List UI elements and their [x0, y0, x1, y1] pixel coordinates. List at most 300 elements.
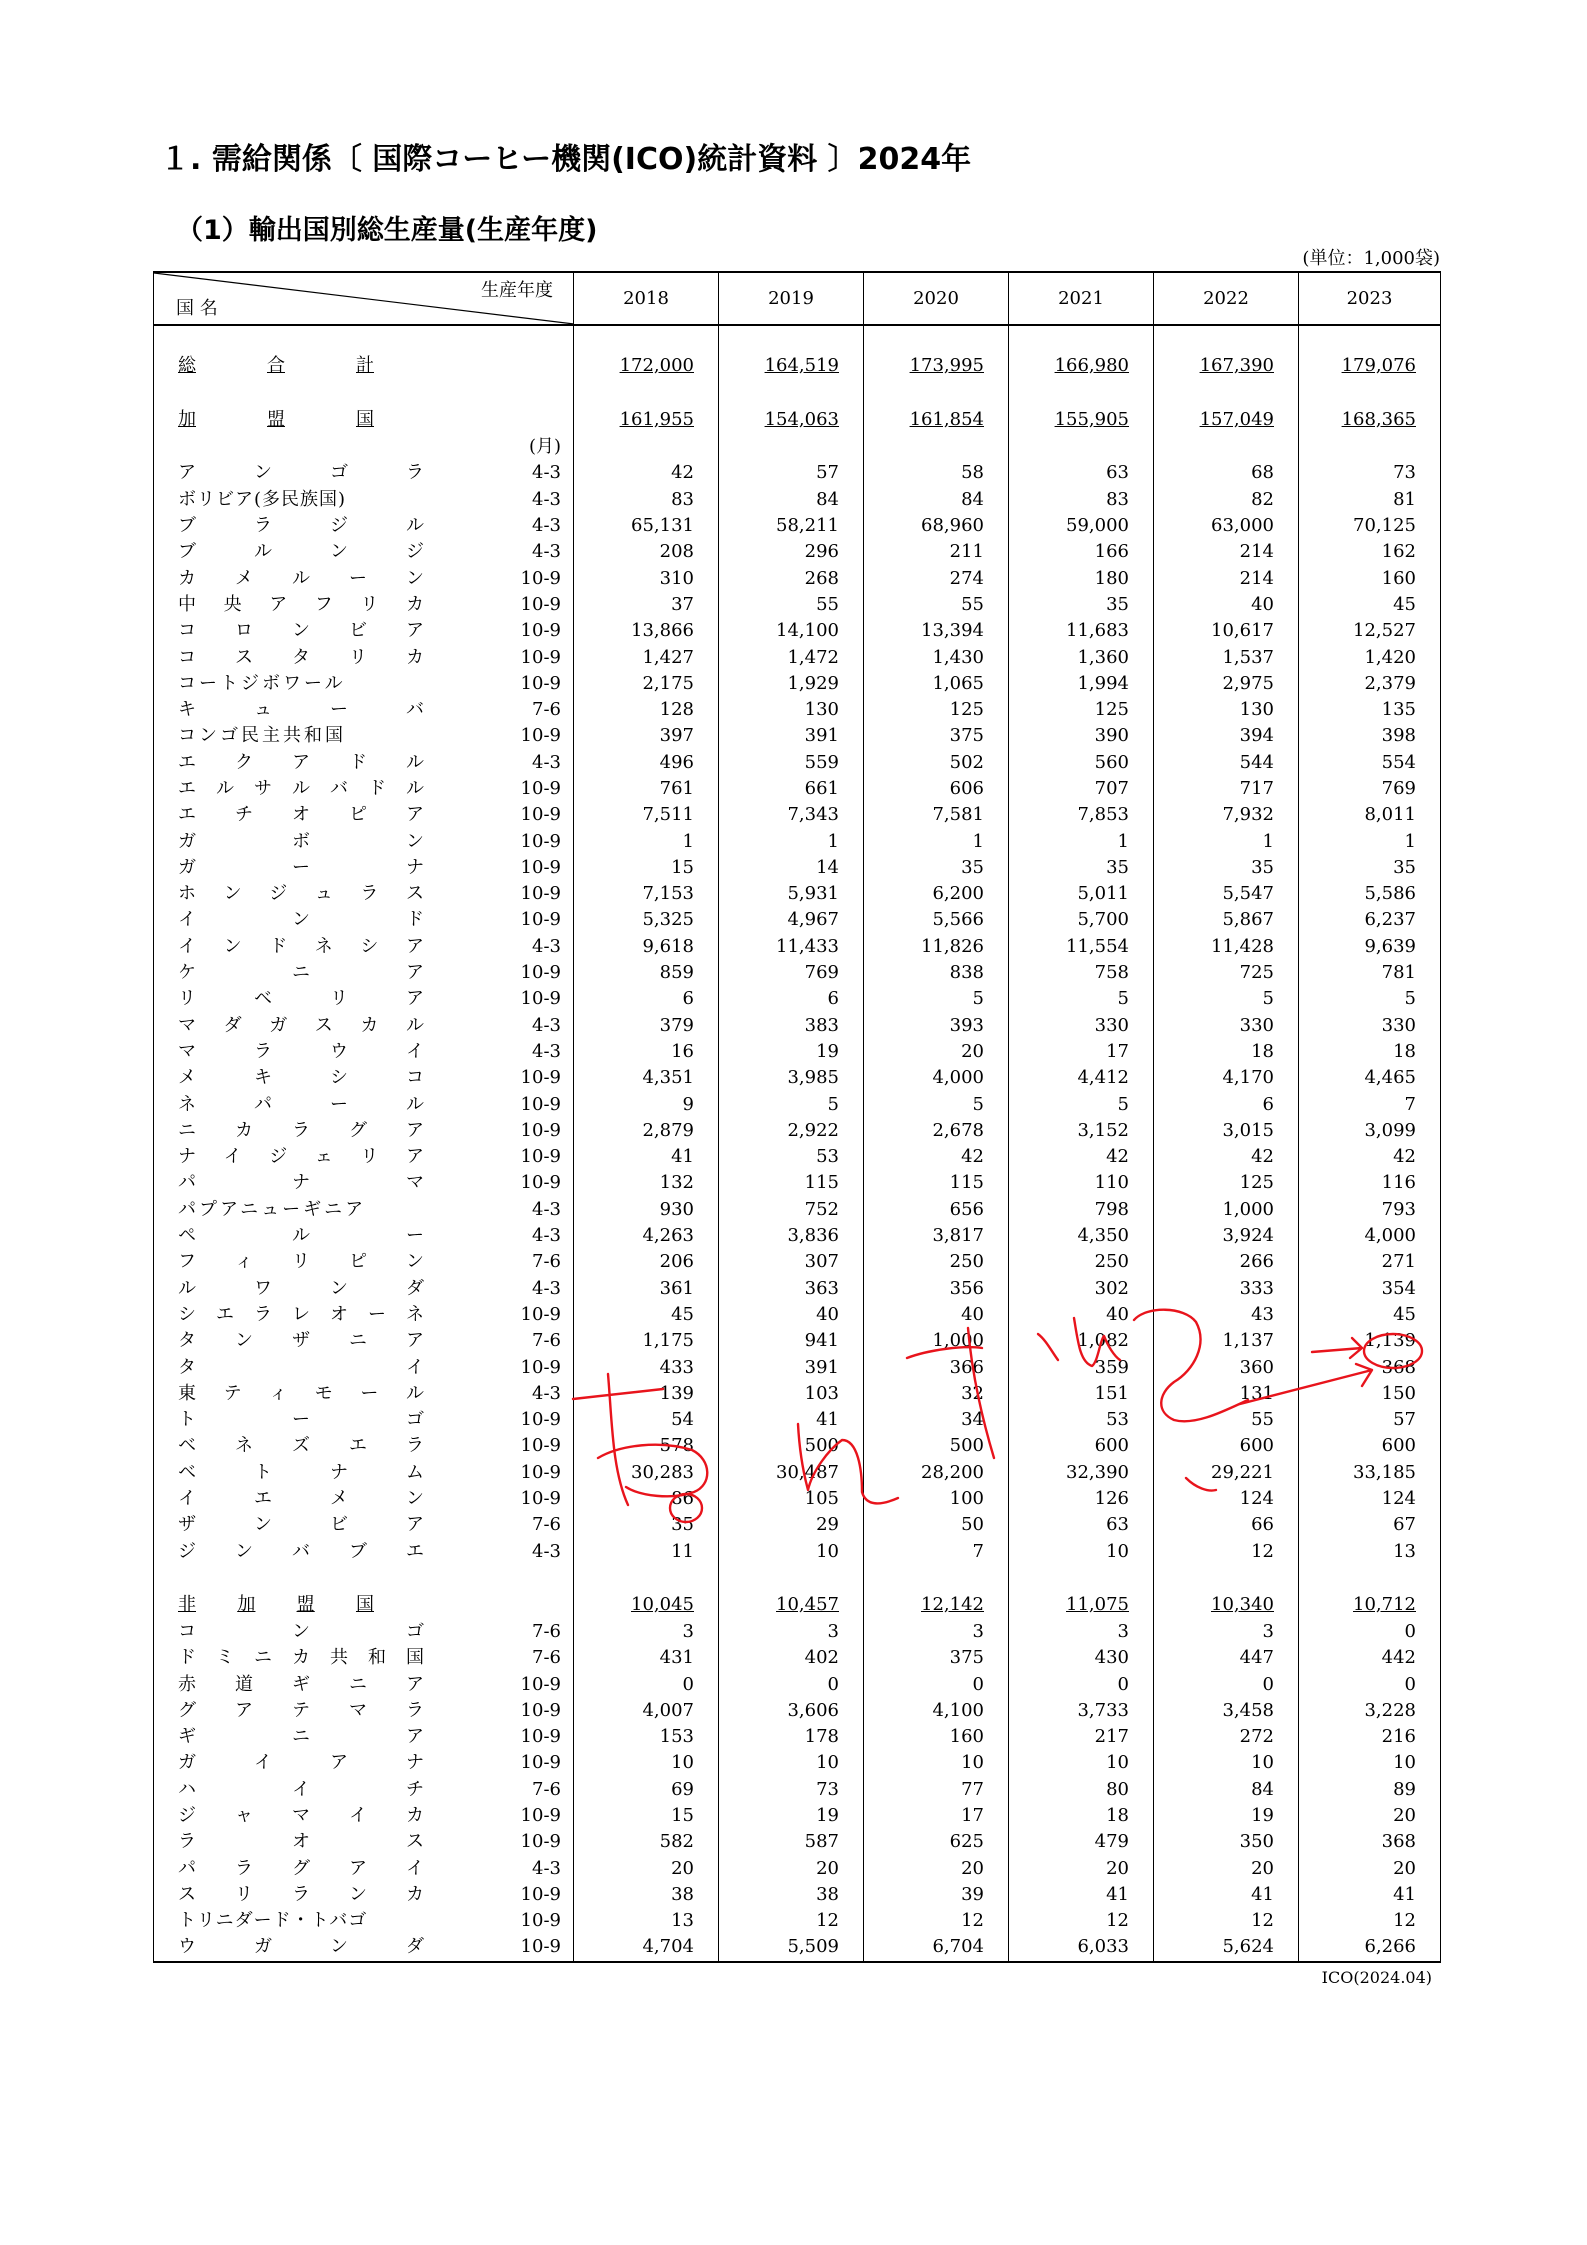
table-row [154, 644, 1441, 670]
table-row [154, 1065, 1441, 1091]
country-cell [154, 487, 574, 513]
total-label-text: 総 合 計 [178, 355, 374, 376]
production-value: 131 [1154, 1381, 1299, 1407]
production-value: 19 [1154, 1803, 1299, 1829]
country-cell [154, 565, 574, 591]
production-value: 55 [864, 592, 1009, 618]
production-value: 35 [864, 855, 1009, 881]
production-value: 578 [574, 1433, 719, 1459]
production-value: 35 [574, 1512, 719, 1538]
production-value: 14 [719, 855, 864, 881]
country-cell [154, 1223, 574, 1249]
production-value: 10 [574, 1750, 719, 1776]
total-label [154, 1591, 574, 1619]
production-value: 40 [1154, 592, 1299, 618]
production-value: 3,985 [719, 1065, 864, 1091]
production-value: 13 [1299, 1538, 1441, 1564]
production-value: 5 [864, 1091, 1009, 1117]
year-header: 2020 [864, 272, 1009, 325]
country-name: フ ィ リ ピ ン [178, 1251, 424, 1273]
table-row [154, 1486, 1441, 1512]
table-row [154, 565, 1441, 591]
crop-months: 10-9 [520, 646, 561, 668]
crop-months: 4-3 [532, 1857, 561, 1879]
crop-months: 4-3 [532, 1277, 561, 1299]
production-value: 41 [1299, 1882, 1441, 1908]
production-value: 559 [719, 750, 864, 776]
production-value: 1,430 [864, 644, 1009, 670]
production-value: 0 [1009, 1671, 1154, 1697]
production-value: 28,200 [864, 1460, 1009, 1486]
country-name: タ ン ザ ニ ア [178, 1330, 424, 1352]
country-name: ル ワ ン ダ [178, 1277, 424, 1299]
production-value: 11,554 [1009, 934, 1154, 960]
production-value: 100 [864, 1486, 1009, 1512]
table-row [154, 460, 1441, 486]
production-value: 206 [574, 1249, 719, 1275]
production-value: 35 [1009, 592, 1154, 618]
production-value: 1 [1299, 828, 1441, 854]
table-row [154, 697, 1441, 723]
production-value: 13 [574, 1908, 719, 1934]
country-name: ア ン ゴ ラ [178, 462, 424, 484]
production-value: 4,967 [719, 907, 864, 933]
production-value: 34 [864, 1407, 1009, 1433]
production-value: 2,175 [574, 671, 719, 697]
country-name: マ ラ ウ イ [178, 1040, 424, 1062]
production-value: 5,867 [1154, 907, 1299, 933]
crop-months: 4-3 [532, 515, 561, 537]
production-value: 600 [1009, 1433, 1154, 1459]
production-value: 4,170 [1154, 1065, 1299, 1091]
production-value: 368 [1299, 1829, 1441, 1855]
production-value: 4,351 [574, 1065, 719, 1091]
production-value: 105 [719, 1486, 864, 1512]
production-value: 5 [1154, 986, 1299, 1012]
production-value: 13,394 [864, 618, 1009, 644]
table-row [154, 1223, 1441, 1249]
spacer-cell [154, 1565, 574, 1591]
total-value [574, 406, 719, 434]
production-value: 330 [1299, 1013, 1441, 1039]
production-value: 216 [1299, 1724, 1441, 1750]
production-value: 582 [574, 1829, 719, 1855]
country-cell [154, 1829, 574, 1855]
production-value: 116 [1299, 1170, 1441, 1196]
production-value: 1,082 [1009, 1328, 1154, 1354]
country-cell [154, 1354, 574, 1380]
table-subtitle: （1）輸出国別総生産量(生産年度) [176, 215, 598, 246]
production-value: 6 [574, 986, 719, 1012]
total-value [719, 406, 864, 434]
production-value: 58,211 [719, 513, 864, 539]
production-value: 7,343 [719, 802, 864, 828]
table-row [154, 1777, 1441, 1803]
spacer-cell [574, 380, 719, 406]
production-value: 69 [574, 1777, 719, 1803]
total-value [1009, 352, 1154, 380]
total-value [1299, 352, 1441, 380]
production-value: 53 [719, 1144, 864, 1170]
production-value: 7,932 [1154, 802, 1299, 828]
country-cell [154, 1433, 574, 1459]
production-value: 29 [719, 1512, 864, 1538]
production-value: 9,618 [574, 934, 719, 960]
document-title: １. 需給関係〔 国際コーヒー機関(ICO)統計資料 〕2024年 [160, 142, 972, 177]
country-name: キ ュ ー バ [178, 699, 424, 721]
country-name: ベ ト ナ ム [178, 1461, 424, 1483]
production-value: 7,581 [864, 802, 1009, 828]
empty-cell [574, 434, 719, 460]
country-name: コートジボワール [178, 672, 346, 694]
total-value [1009, 1591, 1154, 1619]
production-value: 73 [1299, 460, 1441, 486]
spacer-cell [1009, 1565, 1154, 1591]
table-row [154, 1724, 1441, 1750]
country-cell [154, 1013, 574, 1039]
production-value: 725 [1154, 960, 1299, 986]
production-value: 391 [719, 1354, 864, 1380]
production-value: 115 [719, 1170, 864, 1196]
production-value: 160 [864, 1724, 1009, 1750]
country-name: ス リ ラ ン カ [178, 1883, 424, 1905]
production-value: 67 [1299, 1512, 1441, 1538]
production-value: 68 [1154, 460, 1299, 486]
production-value: 2,975 [1154, 671, 1299, 697]
production-value: 600 [1299, 1433, 1441, 1459]
country-name: ガ イ ア ナ [178, 1752, 424, 1774]
production-value: 14,100 [719, 618, 864, 644]
crop-months: 4-3 [532, 935, 561, 957]
production-value: 268 [719, 565, 864, 591]
production-value: 930 [574, 1197, 719, 1223]
production-value: 55 [719, 592, 864, 618]
country-name: シ エ ラ レ オ ー ネ [178, 1303, 424, 1325]
production-value: 178 [719, 1724, 864, 1750]
production-value: 10 [719, 1538, 864, 1564]
production-value: 717 [1154, 776, 1299, 802]
production-value: 7,853 [1009, 802, 1154, 828]
production-value: 307 [719, 1249, 864, 1275]
production-value: 752 [719, 1197, 864, 1223]
production-value: 5 [1009, 986, 1154, 1012]
table-row [154, 1197, 1441, 1223]
country-name: ナ イ ジ ェ リ ア [178, 1146, 424, 1168]
production-value: 2,379 [1299, 671, 1441, 697]
crop-months: 10-9 [520, 1752, 561, 1774]
production-value: 500 [719, 1433, 864, 1459]
production-value: 82 [1154, 487, 1299, 513]
country-cell [154, 1777, 574, 1803]
production-value: 430 [1009, 1645, 1154, 1671]
crop-months: 4-3 [532, 1225, 561, 1247]
total-value [1154, 352, 1299, 380]
production-value: 4,350 [1009, 1223, 1154, 1249]
production-value: 10 [1009, 1750, 1154, 1776]
spacer-row [154, 1565, 1441, 1591]
table-row [154, 907, 1441, 933]
crop-months: 10-9 [520, 909, 561, 931]
production-value: 63 [1009, 460, 1154, 486]
spacer-cell [719, 325, 864, 352]
production-value: 103 [719, 1381, 864, 1407]
production-value: 375 [864, 723, 1009, 749]
production-value: 33,185 [1299, 1460, 1441, 1486]
production-value: 4,100 [864, 1698, 1009, 1724]
production-value: 40 [719, 1302, 864, 1328]
production-value: 15 [574, 855, 719, 881]
production-value: 37 [574, 592, 719, 618]
production-value: 2,922 [719, 1118, 864, 1144]
spacer-cell [1154, 1565, 1299, 1591]
production-value: 40 [1009, 1302, 1154, 1328]
total-value [864, 406, 1009, 434]
production-value: 55 [1154, 1407, 1299, 1433]
country-name: トリニダード・トバゴ [178, 1910, 368, 1932]
total-value-text: 157,049 [1199, 409, 1274, 430]
country-cell [154, 1882, 574, 1908]
production-value: 3,817 [864, 1223, 1009, 1249]
spacer-cell [1299, 325, 1441, 352]
country-cell [154, 1407, 574, 1433]
country-cell [154, 1803, 574, 1829]
production-value: 781 [1299, 960, 1441, 986]
production-value: 330 [1154, 1013, 1299, 1039]
production-value: 20 [1299, 1855, 1441, 1881]
table-row [154, 1170, 1441, 1196]
spacer-row [154, 380, 1441, 406]
production-value: 4,263 [574, 1223, 719, 1249]
country-name: ハ イ チ [178, 1778, 424, 1800]
country-cell [154, 618, 574, 644]
production-value: 941 [719, 1328, 864, 1354]
empty-cell [1154, 434, 1299, 460]
crop-months: 4-3 [532, 751, 561, 773]
country-name: エ チ オ ピ ア [178, 804, 424, 826]
country-name: ニ カ ラ グ ア [178, 1119, 424, 1141]
total-value [1299, 1591, 1441, 1619]
table-row [154, 1118, 1441, 1144]
country-cell [154, 1538, 574, 1564]
production-value: 45 [1299, 592, 1441, 618]
production-value: 38 [719, 1882, 864, 1908]
production-value: 5,547 [1154, 881, 1299, 907]
country-name: ホ ン ジ ュ ラ ス [178, 883, 424, 905]
production-value: 68,960 [864, 513, 1009, 539]
production-value: 394 [1154, 723, 1299, 749]
production-value: 3,228 [1299, 1698, 1441, 1724]
production-value: 50 [864, 1512, 1009, 1538]
total-value [719, 1591, 864, 1619]
total-value-text: 10,457 [776, 1593, 839, 1615]
total-value-text: 161,955 [619, 409, 694, 430]
production-table [153, 271, 1441, 1963]
production-value: 4,000 [864, 1065, 1009, 1091]
production-value: 0 [864, 1671, 1009, 1697]
production-value: 30,487 [719, 1460, 864, 1486]
crop-months: 10-9 [520, 1910, 561, 1932]
production-value: 12 [1299, 1908, 1441, 1934]
year-header: 2022 [1154, 272, 1299, 325]
table-body [154, 325, 1441, 1962]
crop-months: 4-3 [532, 1198, 561, 1220]
source-note: ICO(2024.04) [1321, 1968, 1432, 1987]
production-value: 57 [1299, 1407, 1441, 1433]
production-value: 132 [574, 1170, 719, 1196]
country-cell [154, 1619, 574, 1645]
table-row [154, 776, 1441, 802]
crop-months: 7-6 [532, 699, 561, 721]
production-value: 5 [1009, 1091, 1154, 1117]
production-value: 73 [719, 1777, 864, 1803]
production-value: 1,360 [1009, 644, 1154, 670]
production-value: 366 [864, 1354, 1009, 1380]
total-value-text: 10,712 [1353, 1593, 1416, 1615]
crop-months: 10-9 [520, 883, 561, 905]
table-row [154, 1276, 1441, 1302]
production-value: 180 [1009, 565, 1154, 591]
production-value: 12 [719, 1908, 864, 1934]
production-value: 625 [864, 1829, 1009, 1855]
production-value: 707 [1009, 776, 1154, 802]
spacer-cell [1009, 325, 1154, 352]
production-value: 125 [1009, 697, 1154, 723]
total-label [154, 406, 574, 434]
country-name: ド ミ ニ カ 共 和 国 [178, 1647, 424, 1669]
total-value [864, 1591, 1009, 1619]
spacer-cell [574, 325, 719, 352]
production-value: 363 [719, 1276, 864, 1302]
country-cell [154, 1197, 574, 1223]
production-value: 9 [574, 1091, 719, 1117]
production-value: 43 [1154, 1302, 1299, 1328]
production-value: 150 [1299, 1381, 1441, 1407]
production-value: 20 [1299, 1803, 1441, 1829]
production-value: 354 [1299, 1276, 1441, 1302]
year-header: 2019 [719, 272, 864, 325]
crop-months: 10-9 [520, 1461, 561, 1483]
production-value: 70,125 [1299, 513, 1441, 539]
crop-months: 10-9 [520, 567, 561, 589]
year-header: 2023 [1299, 272, 1441, 325]
total-label-text: 非 加 盟 国 [178, 1593, 374, 1615]
total-value-text: 179,076 [1341, 355, 1416, 376]
year-header: 2018 [574, 272, 719, 325]
production-value: 84 [864, 487, 1009, 513]
production-value: 433 [574, 1354, 719, 1380]
crop-months: 7-6 [532, 1647, 561, 1669]
country-name: カ メ ル ー ン [178, 567, 424, 589]
crop-months: 10-9 [520, 1172, 561, 1194]
production-value: 1,065 [864, 671, 1009, 697]
country-name: ブ ル ン ジ [178, 541, 424, 563]
country-cell [154, 934, 574, 960]
country-name: エ ル サ ル バ ド ル [178, 778, 424, 799]
production-value: 41 [1154, 1882, 1299, 1908]
table-row [154, 1433, 1441, 1459]
production-value: 5,700 [1009, 907, 1154, 933]
production-value: 4,704 [574, 1934, 719, 1961]
production-value: 41 [719, 1407, 864, 1433]
total-value-text: 10,340 [1211, 1593, 1274, 1615]
production-value: 402 [719, 1645, 864, 1671]
crop-months: 10-9 [520, 962, 561, 984]
production-value: 359 [1009, 1354, 1154, 1380]
production-value: 10 [864, 1750, 1009, 1776]
production-value: 59,000 [1009, 513, 1154, 539]
production-value: 208 [574, 539, 719, 565]
crop-months: 4-3 [532, 541, 561, 563]
production-value: 40 [864, 1302, 1009, 1328]
country-cell [154, 1486, 574, 1512]
production-value: 63 [1009, 1512, 1154, 1538]
production-value: 500 [864, 1433, 1009, 1459]
production-value: 57 [719, 460, 864, 486]
production-value: 1,472 [719, 644, 864, 670]
production-value: 6,033 [1009, 1934, 1154, 1961]
empty-cell [864, 434, 1009, 460]
production-value: 761 [574, 776, 719, 802]
crop-months: 10-9 [520, 1409, 561, 1431]
country-cell [154, 1908, 574, 1934]
crop-months: 10-9 [520, 1673, 561, 1695]
country-cell [154, 1065, 574, 1091]
production-value: 1,000 [864, 1328, 1009, 1354]
country-name: ベ ネ ズ エ ラ [178, 1435, 424, 1457]
spacer-cell [864, 1565, 1009, 1591]
production-value: 3,733 [1009, 1698, 1154, 1724]
production-value: 7,511 [574, 802, 719, 828]
country-cell [154, 1328, 574, 1354]
production-value: 130 [719, 697, 864, 723]
table-row [154, 1645, 1441, 1671]
production-value: 3,606 [719, 1698, 864, 1724]
production-value: 45 [1299, 1302, 1441, 1328]
production-value: 18 [1299, 1039, 1441, 1065]
production-value: 54 [574, 1407, 719, 1433]
table-row [154, 750, 1441, 776]
production-value: 41 [1009, 1882, 1154, 1908]
table-row [154, 1039, 1441, 1065]
table-row [154, 671, 1441, 697]
country-name: ジ ン バ ブ エ [178, 1540, 424, 1562]
crop-months: 10-9 [520, 1067, 561, 1089]
country-name: ペ ル ー [178, 1225, 424, 1247]
country-cell [154, 1460, 574, 1486]
production-value: 0 [1154, 1671, 1299, 1697]
country-name: ト ー ゴ [178, 1409, 424, 1431]
production-value: 447 [1154, 1645, 1299, 1671]
crop-months: 4-3 [532, 1014, 561, 1036]
production-value: 398 [1299, 723, 1441, 749]
spacer-cell [719, 380, 864, 406]
table-row [154, 1328, 1441, 1354]
production-value: 1,137 [1154, 1328, 1299, 1354]
production-value: 4,465 [1299, 1065, 1441, 1091]
production-value: 0 [574, 1671, 719, 1697]
production-value: 4,000 [1299, 1223, 1441, 1249]
production-value: 12 [1154, 1538, 1299, 1564]
production-value: 502 [864, 750, 1009, 776]
country-name: ラ オ ス [178, 1831, 424, 1853]
production-value: 6,266 [1299, 1934, 1441, 1961]
spacer-cell [864, 325, 1009, 352]
production-value: 368 [1299, 1354, 1441, 1380]
country-name: ボリビア(多民族国) [178, 488, 347, 510]
country-name: 東 テ ィ モ ー ル [178, 1382, 424, 1404]
total-row [154, 406, 1441, 434]
table-row [154, 1460, 1441, 1486]
